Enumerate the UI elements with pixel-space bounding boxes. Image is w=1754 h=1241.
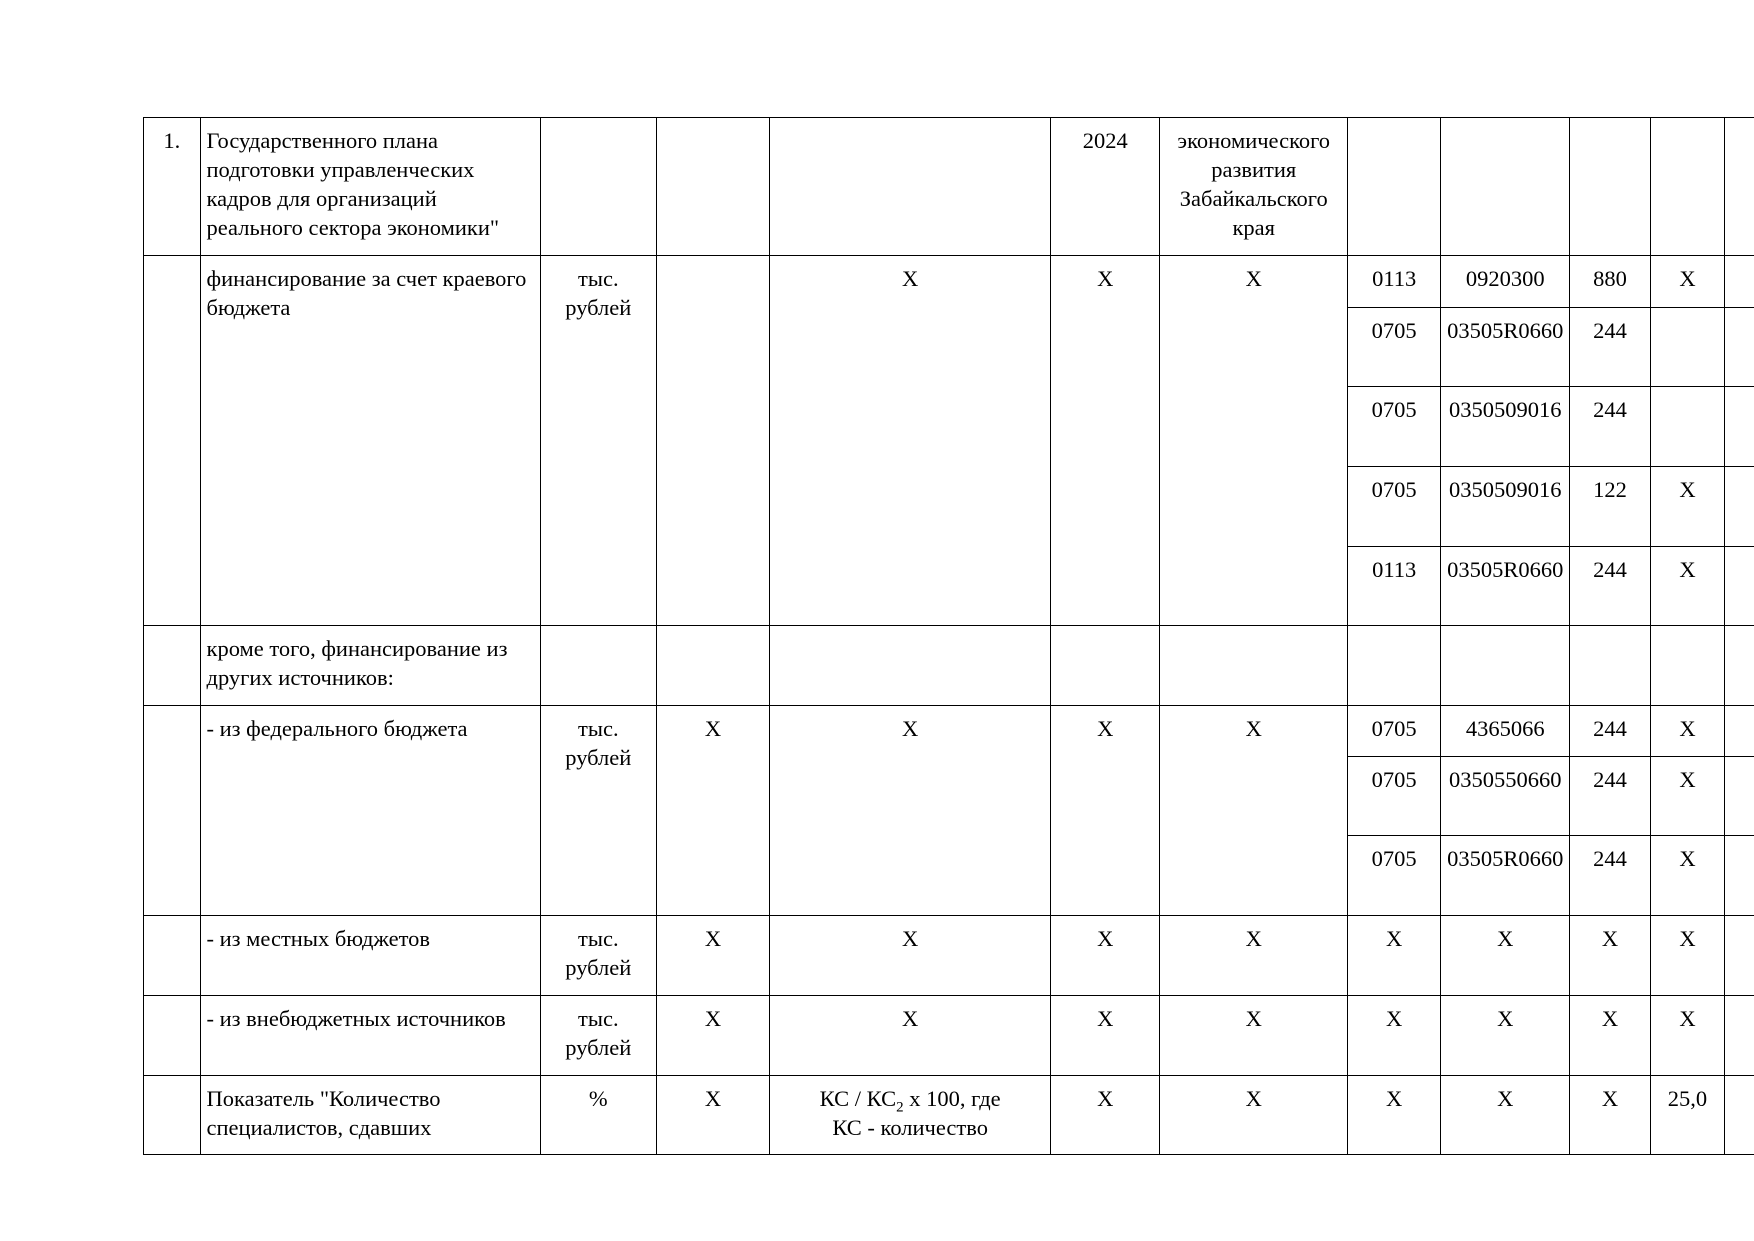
unit-cell: [540, 118, 656, 256]
cell: X: [1348, 996, 1441, 1076]
measure-name: - из федерального бюджета: [200, 706, 540, 916]
code-target: 03505R0660: [1441, 308, 1570, 387]
cell: [144, 626, 201, 706]
formula-main: КС / КС: [819, 1086, 897, 1111]
cell: X: [1160, 916, 1348, 996]
cell: [1441, 118, 1570, 256]
code-section: 0113: [1348, 256, 1441, 308]
table-row: [144, 626, 1754, 706]
measure-name: финансирование за счет краевого бюджета: [200, 256, 540, 626]
cell: [1650, 308, 1725, 387]
cell: X: [1348, 916, 1441, 996]
cell: X: [1570, 916, 1650, 996]
cell: X: [1570, 996, 1650, 1076]
cell: [1725, 547, 1754, 626]
code-target: 03505R0660: [1441, 836, 1570, 916]
cell: X: [656, 706, 769, 916]
cell: X: [1441, 1076, 1570, 1155]
unit-cell: тыс. рублей: [540, 256, 656, 626]
cell: [1725, 836, 1754, 916]
cell: X: [770, 706, 1051, 916]
cell: [1650, 118, 1725, 256]
cell: X: [1441, 996, 1570, 1076]
measure-name: - из внебюджетных источников: [200, 996, 540, 1076]
code-section: 0705: [1348, 757, 1441, 836]
unit-cell: %: [540, 1076, 656, 1155]
code-section: 0113: [1348, 547, 1441, 626]
table-row: [144, 996, 1754, 1076]
measure-name: кроме того, финансирование из других источников:: [200, 626, 540, 706]
cell: [1650, 387, 1725, 467]
cell: X: [656, 1076, 769, 1155]
code-target: 03505R0660: [1441, 547, 1570, 626]
cell: [1725, 916, 1754, 996]
measure-name: - из местных бюджетов: [200, 916, 540, 996]
code-target: 0350550660: [1441, 757, 1570, 836]
cell: X: [1348, 1076, 1441, 1155]
formula-line2: КС - количество: [832, 1115, 988, 1140]
cell: [1650, 626, 1725, 706]
table-row: [144, 706, 1754, 757]
code-expense: 244: [1570, 836, 1650, 916]
cell: [1725, 118, 1754, 256]
unit-cell: тыс. рублей: [540, 916, 656, 996]
code-target: 0350509016: [1441, 467, 1570, 547]
code-expense: 244: [1570, 757, 1650, 836]
formula-tail: х 100, где: [903, 1086, 1001, 1111]
cell: [656, 118, 769, 256]
cell: [770, 626, 1051, 706]
cell: [656, 256, 769, 626]
cell: [1725, 996, 1754, 1076]
cell: [1441, 626, 1570, 706]
cell: X: [1160, 256, 1348, 626]
cell: X: [1650, 706, 1725, 757]
cell: [1160, 626, 1348, 706]
cell: [1725, 308, 1754, 387]
code-section: 0705: [1348, 836, 1441, 916]
cell: [1348, 118, 1441, 256]
cell: X: [1650, 916, 1725, 996]
formula-subscript: 2: [896, 1099, 904, 1116]
code-target: 0350509016: [1441, 387, 1570, 467]
cell: [1725, 467, 1754, 547]
cell: [144, 706, 201, 916]
code-expense: 244: [1570, 387, 1650, 467]
formula-cell: [770, 1076, 1051, 1155]
cell: [1570, 118, 1650, 256]
code-expense: 244: [1570, 706, 1650, 757]
code-section: 0705: [1348, 387, 1441, 467]
cell: [1725, 387, 1754, 467]
cell: X: [1051, 996, 1160, 1076]
cell: X: [656, 996, 769, 1076]
cell: X: [1051, 706, 1160, 916]
code-expense: 244: [1570, 308, 1650, 387]
cell: X: [656, 916, 769, 996]
cell: [144, 256, 201, 626]
cell: X: [770, 916, 1051, 996]
code-target: 0920300: [1441, 256, 1570, 308]
cell: [1725, 256, 1754, 308]
budget-table: [143, 117, 1754, 1155]
cell: X: [1650, 547, 1725, 626]
code-section: 0705: [1348, 706, 1441, 757]
cell: X: [1650, 757, 1725, 836]
cell: [770, 118, 1051, 256]
measure-name: Государственного плана подготовки управленческих кадров для организаций реального сектора экономики": [200, 118, 540, 256]
cell: [540, 626, 656, 706]
cell: X: [770, 996, 1051, 1076]
cell: [144, 996, 201, 1076]
cell: X: [770, 256, 1051, 626]
cell: X: [1160, 996, 1348, 1076]
cell: [656, 626, 769, 706]
code-section: 0705: [1348, 467, 1441, 547]
measure-name: Показатель "Количество специалистов, сдавших: [200, 1076, 540, 1155]
code-expense: 880: [1570, 256, 1650, 308]
executor-cell: экономического развития Забайкальского края: [1160, 118, 1348, 256]
cell: [1725, 626, 1754, 706]
cell: [144, 1076, 201, 1155]
table-row: [144, 256, 1754, 308]
cell: [1348, 626, 1441, 706]
cell: X: [1051, 916, 1160, 996]
code-target: 4365066: [1441, 706, 1570, 757]
cell: X: [1650, 836, 1725, 916]
target-value: 25,0: [1650, 1076, 1725, 1155]
code-expense: 244: [1570, 547, 1650, 626]
cell: X: [1051, 1076, 1160, 1155]
code-section: 0705: [1348, 308, 1441, 387]
cell: X: [1650, 256, 1725, 308]
cell: X: [1441, 916, 1570, 996]
unit-cell: тыс. рублей: [540, 996, 656, 1076]
code-expense: 122: [1570, 467, 1650, 547]
table-row: [144, 1076, 1754, 1155]
cell: X: [1160, 1076, 1348, 1155]
cell: [1725, 1076, 1754, 1155]
cell: X: [1160, 706, 1348, 916]
cell: [1570, 626, 1650, 706]
year-cell: 2024: [1051, 118, 1160, 256]
table-row: [144, 916, 1754, 996]
cell: X: [1650, 996, 1725, 1076]
unit-cell: тыс. рублей: [540, 706, 656, 916]
cell: X: [1051, 256, 1160, 626]
cell: [1725, 706, 1754, 757]
cell: [144, 916, 201, 996]
cell: X: [1570, 1076, 1650, 1155]
cell: [1725, 757, 1754, 836]
row-number: 1.: [144, 118, 201, 256]
table-row: [144, 118, 1754, 256]
cell: X: [1650, 467, 1725, 547]
cell: [1051, 626, 1160, 706]
